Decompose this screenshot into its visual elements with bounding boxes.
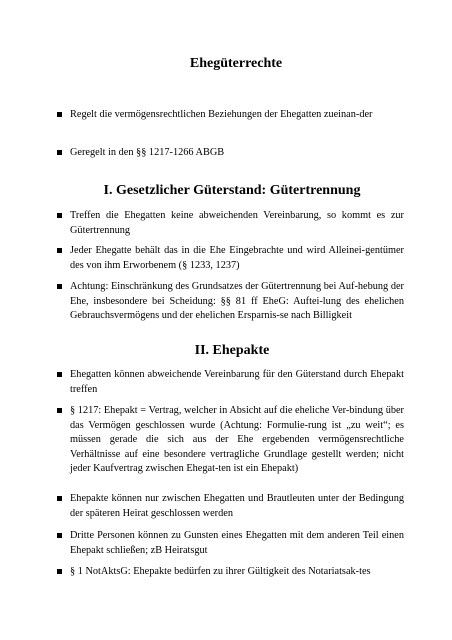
bullet-square-icon xyxy=(57,284,62,289)
bullet-square-icon xyxy=(57,533,62,538)
list-item-text: Ehepakte können nur zwischen Ehegatten und Brautleuten unter der Bedingung der späteren Heirat geschlossen werden xyxy=(70,493,404,519)
document-title: Ehegüterrechte xyxy=(189,56,283,71)
list-item xyxy=(70,244,404,273)
list-item xyxy=(70,404,404,477)
bullet-square-icon xyxy=(57,248,62,253)
list-item xyxy=(70,529,404,558)
bullet-square-icon xyxy=(57,496,62,501)
list-item xyxy=(70,492,404,521)
list-item xyxy=(70,565,404,580)
bullet-square-icon xyxy=(57,408,62,413)
list-item-text: Dritte Personen können zu Gunsten eines Ehegatten mit dem anderen Teil einen Ehepakt schließen; zB Heiratsgut xyxy=(70,530,404,556)
list-item-text: Geregelt in den §§ 1217-1266 ABGB xyxy=(70,147,225,158)
list-item xyxy=(70,108,404,123)
list-item xyxy=(70,146,404,161)
bullet-square-icon xyxy=(57,569,62,574)
list-item-text: Achtung: Einschränkung des Grundsatzes der Gütertrennung bei Auf-hebung der Ehe, insbesondere bei Scheidung: §§ 81 ff EheG: Auftei-lung des ehelichen Gebrauchsvermögens und der ehelichen Ersparnis-se nach Billigkeit xyxy=(70,281,404,322)
bullet-square-icon xyxy=(57,213,62,218)
list-item xyxy=(70,209,404,238)
list-item-text: Treffen die Ehegatten keine abweichenden Vereinbarung, so kommt es zur Gütertrennung xyxy=(70,210,404,236)
bullet-square-icon xyxy=(57,372,62,377)
section-heading: II. Ehepakte xyxy=(194,343,270,358)
list-item xyxy=(70,280,404,324)
list-item-text: Regelt die vermögensrechtlichen Beziehungen der Ehegatten zueinan-der xyxy=(70,109,373,120)
list-item-text: § 1217: Ehepakt = Vertrag, welcher in Absicht auf die eheliche Ver-bindung über das Vermögen geschlossen wurde (Achtung: Formulie-rung ist „zu weit“; es müssen gerade die sich aus der Ehe ergebenden vermögensrechtliche Verhältnisse auf eine besondere vertragliche Grundlage gestellt werden; nicht jeder Kaufvertrag zwischen Ehegat-ten ist ein Ehepakt) xyxy=(70,405,404,475)
section-heading: I. Gesetzlicher Güterstand: Gütertrennung xyxy=(103,183,361,198)
list-item-text: Ehegatten können abweichende Vereinbarung für den Güterstand durch Ehepakt treffen xyxy=(70,369,404,395)
bullet-square-icon xyxy=(57,150,62,155)
bullet-square-icon xyxy=(57,112,62,117)
list-item-text: § 1 NotAktsG: Ehepakte bedürfen zu ihrer Gültigkeit des Notariatsak-tes xyxy=(70,566,371,577)
list-item xyxy=(70,368,404,397)
list-item-text: Jeder Ehegatte behält das in die Ehe Eingebrachte und wird Alleinei-gentümer des von ihm Erworbenem (§ 1233, 1237) xyxy=(70,245,404,271)
